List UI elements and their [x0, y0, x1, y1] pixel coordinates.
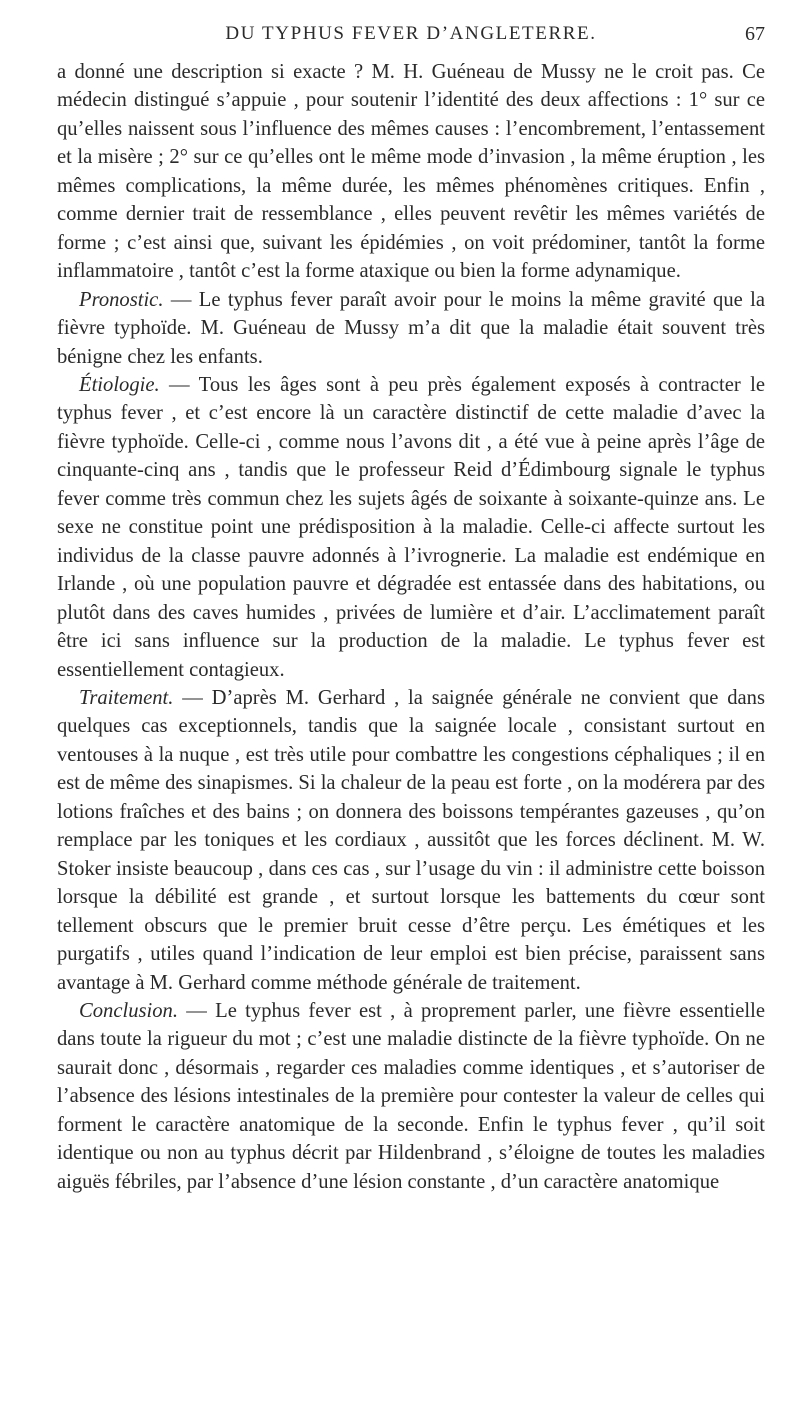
- paragraph-text: — Tous les âges sont à peu près également exposés à contracter le typhus fever , et c’est encore là un caractère distinctif de cette maladie d’avec la fièvre typhoïde. Celle-ci , comme nous l’avons dit , a été vue à peine après l’âge de cinquante-cinq ans , tandis que le professeur Reid d’Édimbourg signale le typhus fever comme très commun chez les sujets âgés de soixante à soixante-quinze ans. Le sexe ne constitue point une prédisposition à la maladie. Celle-ci affecte surtout les individus de la classe pauvre adonnés à l’ivrognerie. La maladie est endémique en Irlande , où une population pauvre et dégradée est entassée dans des habitations, ou plutôt dans des caves humides , privées de lumière et d’air. L’acclimatement paraît être ici sans influence sur la production de la maladie. Le typhus fever est essentiellement contagieux.: [57, 373, 765, 681]
- page-number: 67: [745, 23, 765, 45]
- paragraph-continuation: [57, 58, 765, 286]
- paragraph-text: a donné une description si exacte ? M. H. Guéneau de Mussy ne le croit pas. Ce médecin distingué s’appuie , pour soutenir l’identité des deux affections : 1° sur ce qu’elles naissent sous l’influence des mêmes causes : l’encombrement, l’entassement et la misère ; 2° sur ce qu’elles ont le même mode d’invasion , la même éruption , les mêmes complications, la même durée, les mêmes phénomènes critiques. Enfin , comme dernier trait de ressemblance , elles peuvent revêtir les mêmes variétés de forme ; c’est ainsi que, suivant les épidémies , on voit prédominer, tantôt la forme inflammatoire , tantôt c’est la forme ataxique ou bien la forme adynamique.: [57, 61, 765, 283]
- section-heading-etiologie: Étiologie.: [79, 373, 160, 396]
- paragraph-pronostic: [57, 286, 765, 371]
- paragraph-etiologie: [57, 371, 765, 684]
- paragraph-conclusion: [57, 997, 765, 1196]
- body-text: [57, 58, 765, 1196]
- paragraph-traitement: [57, 684, 765, 997]
- section-heading-pronostic: Pronostic.: [79, 288, 164, 311]
- section-heading-traitement: Traitement.: [79, 686, 174, 709]
- page-header: [57, 20, 765, 50]
- book-page: [57, 20, 765, 1196]
- running-title: DU TYPHUS FEVER D’ANGLETERRE.: [225, 23, 597, 44]
- section-heading-conclusion: Conclusion.: [79, 999, 178, 1022]
- paragraph-text: — Le typhus fever paraît avoir pour le moins la même gravité que la fièvre typhoïde. M. Guéneau de Mussy m’a dit que la maladie était souvent très bénigne chez les enfants.: [57, 288, 765, 368]
- paragraph-text: — Le typhus fever est , à proprement parler, une fièvre essentielle dans toute la rigueur du mot ; c’est une maladie distincte de la fièvre typhoïde. On ne saurait donc , désormais , regarder ces maladies comme identiques , et s’autoriser de l’absence des lésions intestinales de la première pour contester la valeur de celles qui forment le caractère anatomique de la seconde. Enfin le typhus fever , qu’il soit identique ou non au typhus décrit par Hildenbrand , s’éloigne de toutes les maladies aiguës fébriles, par l’absence d’une lésion constante , d’un caractère anatomique: [57, 999, 765, 1193]
- paragraph-text: — D’après M. Gerhard , la saignée générale ne convient que dans quelques cas exceptionnels, tandis que la saignée locale , consistant surtout en ventouses à la nuque , est très utile pour combattre les congestions céphaliques ; il en est de même des sinapismes. Si la chaleur de la peau est forte , on la modérera par des lotions fraîches et des bains ; on donnera des boissons tempérantes gazeuses , qu’on remplace par les toniques et les cordiaux , aussitôt que les forces déclinent. M. W. Stoker insiste beaucoup , dans ces cas , sur l’usage du vin : il administre cette boisson lorsque la débilité est grande , et surtout lorsque les battements du cœur sont tellement obscurs que le premier bruit cesse d’être perçu. Les émétiques et les purgatifs , utiles quand l’indication de leur emploi est bien précise, paraissent sans avantage à M. Gerhard comme méthode générale de traitement.: [57, 686, 765, 994]
